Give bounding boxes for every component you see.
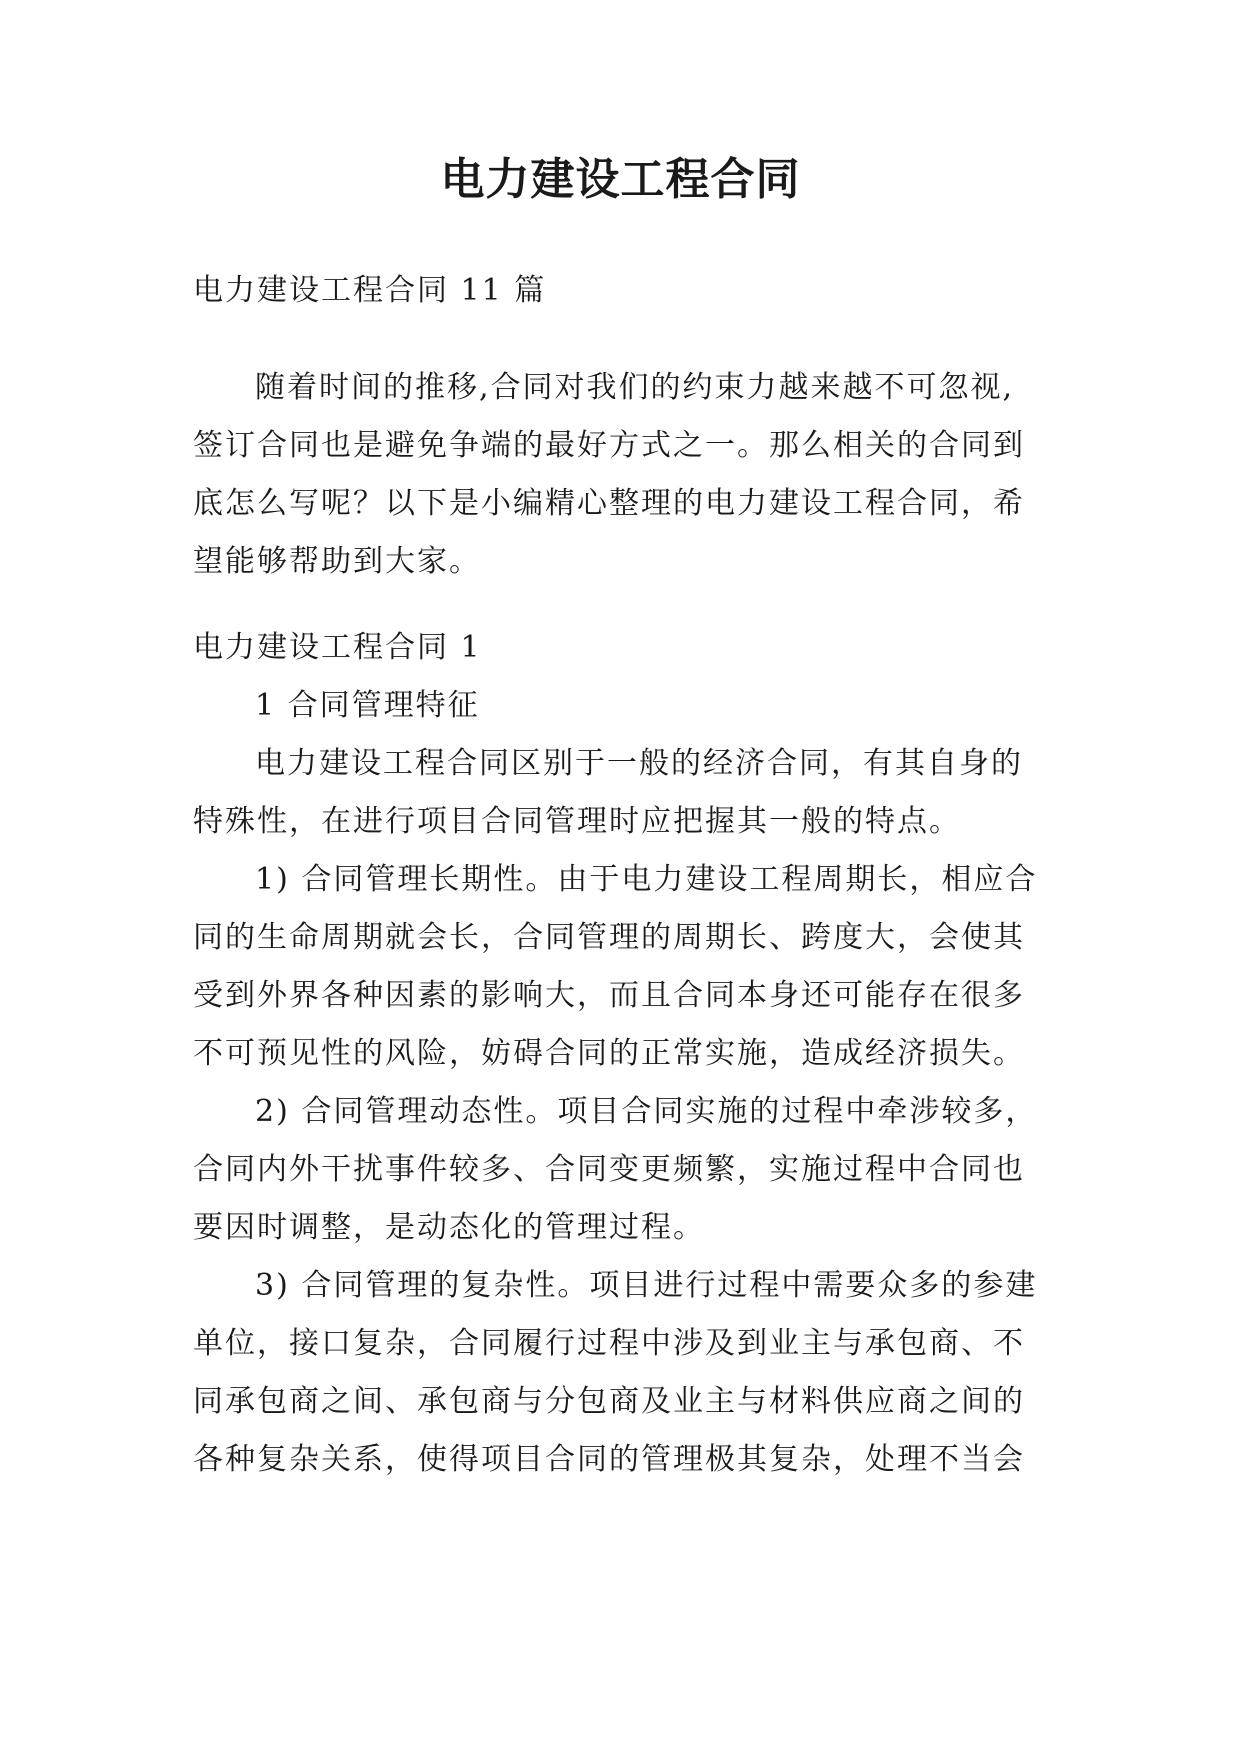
paragraph-line: 3) 合同管理的复杂性。项目进行过程中需要众多的参建: [255, 1268, 1038, 1303]
paragraph-line: 要因时调整，是动态化的管理过程。: [193, 1210, 705, 1245]
intro-line: 签订合同也是避免争端的最好方式之一。那么相关的合同到: [193, 428, 1025, 463]
intro-line: 望能够帮助到大家。: [193, 544, 481, 579]
intro-line: 随着时间的推移,合同对我们的约束力越来越不可忽视,: [255, 370, 1015, 405]
section-heading: 电力建设工程合同 1: [193, 630, 482, 665]
paragraph-line: 各种复杂关系，使得项目合同的管理极其复杂，处理不当会: [193, 1442, 1025, 1477]
document-subtitle: 电力建设工程合同 11 篇: [193, 273, 547, 308]
paragraph-line: 同的生命周期就会长，合同管理的周期长、跨度大，会使其: [193, 920, 1025, 955]
intro-paragraph: [193, 359, 1061, 591]
paragraph-line: 1) 合同管理长期性。由于电力建设工程周期长，相应合: [255, 862, 1038, 897]
intro-line: 底怎么写呢？以下是小编精心整理的电力建设工程合同，希: [193, 486, 1025, 521]
document-subtitle-block: [193, 262, 1061, 320]
paragraph-line: 单位，接口复杂，合同履行过程中涉及到业主与承包商、不: [193, 1326, 1025, 1361]
paragraph-line: 同承包商之间、承包商与分包商及业主与材料供应商之间的: [193, 1384, 1025, 1419]
document-title: 电力建设工程合同: [440, 154, 801, 205]
main-content: [193, 619, 1061, 1489]
paragraph-line: 特殊性，在进行项目合同管理时应把握其一般的特点。: [193, 804, 961, 839]
subsection-heading: 1 合同管理特征: [255, 688, 480, 723]
paragraph-line: 不可预见性的风险，妨碍合同的正常实施，造成经济损失。: [193, 1036, 1025, 1071]
paragraph-line: 2) 合同管理动态性。项目合同实施的过程中牵涉较多，: [255, 1094, 1038, 1129]
paragraph-line: 合同内外干扰事件较多、合同变更频繁，实施过程中合同也: [193, 1152, 1025, 1187]
paragraph-line: 受到外界各种因素的影响大，而且合同本身还可能存在很多: [193, 978, 1025, 1013]
paragraph-line: 电力建设工程合同区别于一般的经济合同，有其自身的: [255, 746, 1023, 781]
